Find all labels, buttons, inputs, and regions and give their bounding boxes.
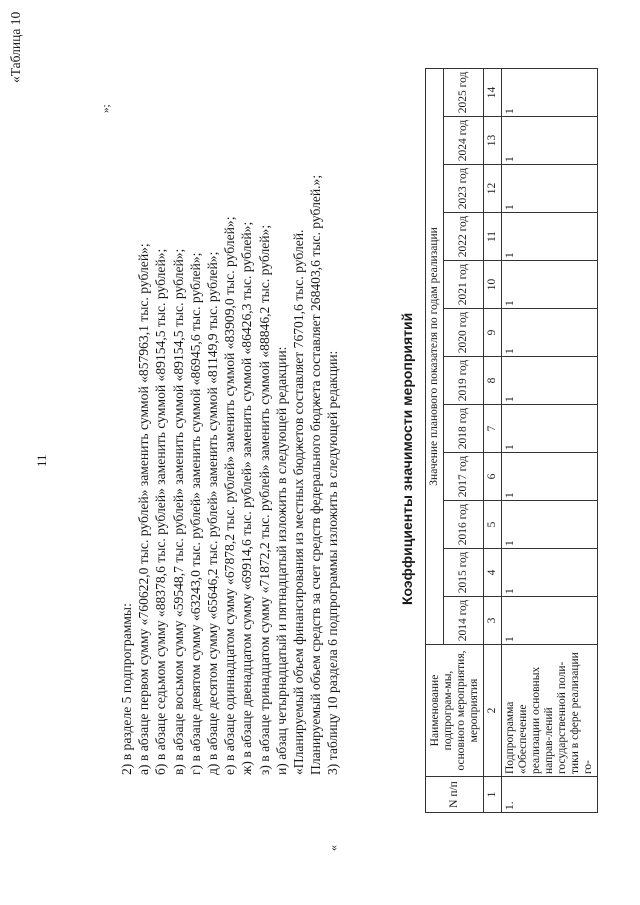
- column-number: 7: [484, 405, 502, 453]
- closing-quote: »;: [100, 104, 112, 113]
- column-number: 5: [484, 501, 502, 549]
- column-number: 10: [484, 261, 502, 309]
- column-number: 6: [484, 453, 502, 501]
- text-line: б) в абзаце седьмом сумму «88378,6 тыс. рублей» заменить суммой «89154,5 тыс. рублей»;: [153, 248, 169, 775]
- table-row: [502, 68, 598, 812]
- text-line: 3) таблицу 10 раздела 6 подпрограммы изложить в следующей редакции:: [325, 350, 341, 775]
- page-number: 11: [34, 454, 49, 467]
- row-value: 1: [502, 68, 598, 116]
- opening-quote: «: [326, 845, 340, 851]
- year-header: 2017 год: [444, 453, 484, 501]
- row-value: 1: [502, 597, 598, 645]
- text-line: 2) в разделе 5 подпрограммы:: [119, 603, 134, 775]
- row-name: Подпрограмма «Обеспечение реализации основных направ-лений государственной поли-тики в сфере реализации го-: [502, 645, 598, 777]
- text-line: з) в абзаце тринадцатом сумму «71872,2 тыс. рублей» заменить суммой «88846,2 тыс. рублей»;: [256, 224, 272, 775]
- year-header: 2022 год: [444, 213, 484, 261]
- coefficients-table: [425, 68, 598, 813]
- column-number: 11: [484, 213, 502, 261]
- group-header: Значение планового показателя по годам реализации: [426, 68, 444, 644]
- row-value: 1: [502, 165, 598, 213]
- text-line: д) в абзаце десятом сумму «65646,2 тыс. рублей» заменить суммой «81149,9 тыс. рублей»;: [205, 251, 221, 775]
- year-header: 2024 год: [444, 117, 484, 165]
- year-header: 2014 год: [444, 597, 484, 645]
- text-line: и) абзац четырнадцатый и пятнадцатый изложить в следующей редакции:: [273, 346, 289, 775]
- year-header: 2023 год: [444, 165, 484, 213]
- text-line: Планируемый объем средств за счет средств федерального бюджета составляет 268403,6 тыс. рублей.»;: [308, 174, 324, 775]
- row-value: 1: [502, 117, 598, 165]
- column-number: 12: [484, 165, 502, 213]
- year-header: 2021 год: [444, 261, 484, 309]
- text-line: ж) в абзаце двенадцатом сумму «69914,6 тыс. рублей» заменить суммой «86426,3 тыс. рублей»;: [239, 221, 255, 775]
- row-value: 1: [502, 501, 598, 549]
- table-title: Коэффициенты значимости мероприятий: [399, 312, 415, 605]
- year-header: 2019 год: [444, 357, 484, 405]
- row-number: 1.: [502, 777, 598, 813]
- row-value: 1: [502, 357, 598, 405]
- column-number: 8: [484, 357, 502, 405]
- year-header: 2018 год: [444, 405, 484, 453]
- text-line: а) в абзаце первом сумму «760622,0 тыс. рублей» заменить суммой «857963,1 тыс. рублей»;: [136, 243, 152, 775]
- amendment-text: [118, 175, 342, 775]
- column-number: 14: [484, 68, 502, 116]
- column-number: 1: [484, 777, 502, 813]
- column-number: 9: [484, 309, 502, 357]
- row-value: 1: [502, 405, 598, 453]
- col-number-header: N п/п: [426, 777, 484, 813]
- header-row: [426, 68, 444, 812]
- year-header: 2020 год: [444, 309, 484, 357]
- row-value: 1: [502, 309, 598, 357]
- column-number: 4: [484, 549, 502, 597]
- row-value: 1: [502, 549, 598, 597]
- table-caption: «Таблица 10: [8, 11, 23, 83]
- year-header: 2016 год: [444, 501, 484, 549]
- column-number-row: [484, 68, 502, 812]
- row-value: 1: [502, 261, 598, 309]
- text-line: е) в абзаце одиннадцатом сумму «67878,2 тыс. рублей» заменить суммой «83909,0 тыс. рублей»;: [222, 216, 238, 775]
- column-number: 3: [484, 597, 502, 645]
- text-line: «Планируемый объем финансирования из местных бюджетов составляет 76701,6 тыс. рублей.: [291, 229, 307, 775]
- text-line: г) в абзаце девятом сумму «63243,0 тыс. рублей» заменить суммой «86945,6 тыс. рублей»;: [187, 252, 203, 775]
- row-value: 1: [502, 213, 598, 261]
- year-header: 2025 год: [444, 68, 484, 116]
- row-value: 1: [502, 453, 598, 501]
- year-header: 2015 год: [444, 549, 484, 597]
- col-name-header: Наименование подпрограм-мы, основного мероприятия, мероприятия: [426, 645, 484, 777]
- column-number: 13: [484, 117, 502, 165]
- text-line: в) в абзаце восьмом сумму «59548,7 тыс. рублей» заменить суммой «89154,5 тыс. рублей»;: [170, 248, 186, 775]
- column-number: 2: [484, 645, 502, 777]
